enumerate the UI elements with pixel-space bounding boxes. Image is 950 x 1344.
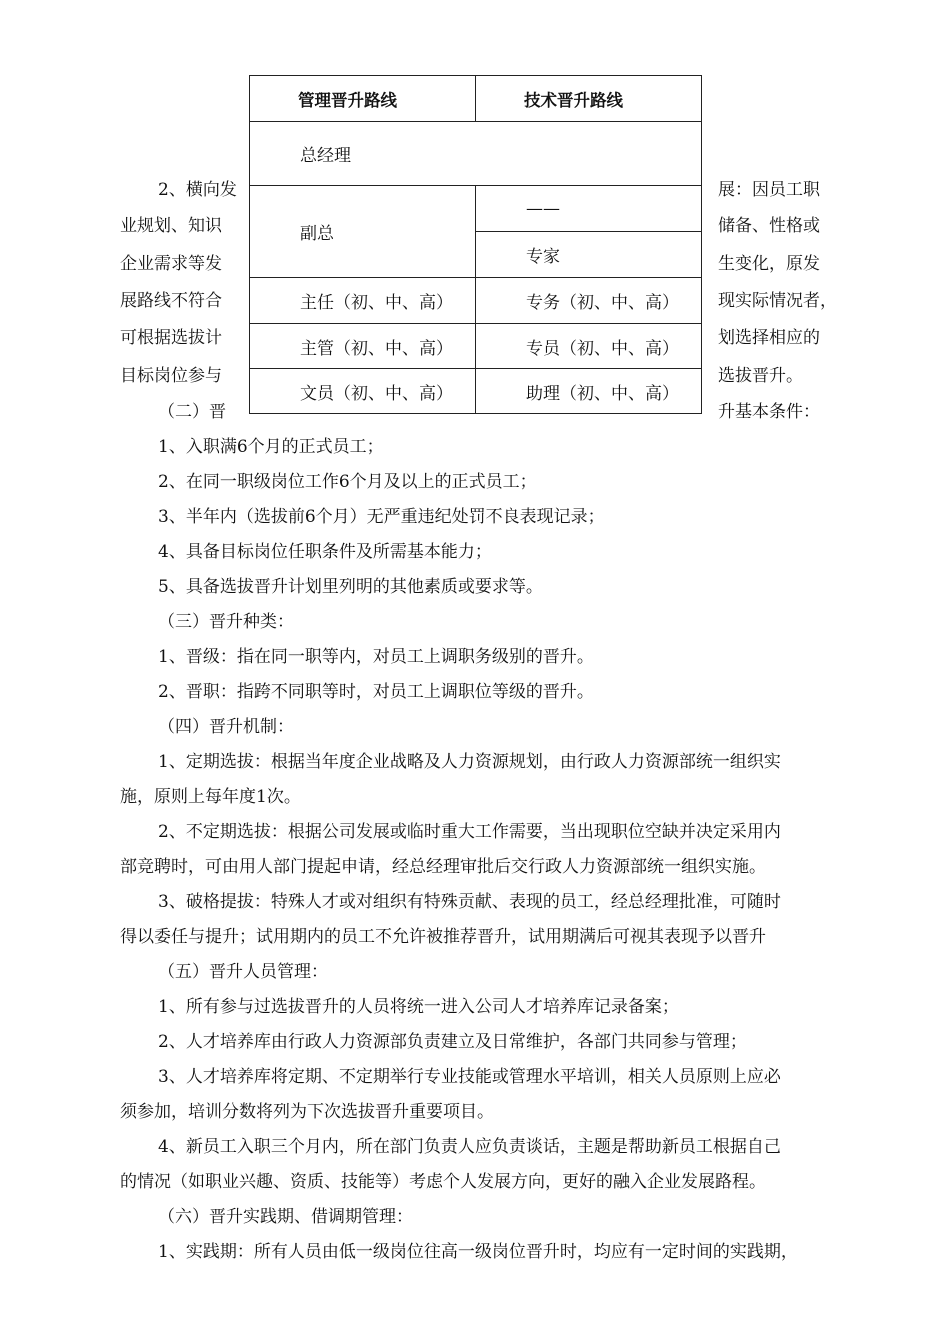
section2-item-4: 4、具备目标岗位任职条件及所需基本能力；	[158, 542, 492, 562]
section4-p2-line2: 部竞聘时，可由用人部门提起申请，经总经理审批后交行政人力资源部统一组织实施。	[120, 857, 766, 877]
cell-specialist-affairs: 专务（初、中、高）	[476, 278, 702, 324]
wrap-left-line-1: 2、横向发	[158, 180, 237, 200]
wrap-right-line-1: 展：因员工职	[718, 180, 820, 200]
cell-dash: ——	[476, 186, 702, 232]
section5-item-2: 2、人才培养库由行政人力资源部负责建立及日常维护，各部门共同参与管理；	[158, 1032, 747, 1052]
section4-p3-line1: 3、破格提拔：特殊人才或对组织有特殊贡献、表现的员工，经总经理批准，可随时	[158, 892, 781, 912]
wrap-left-line-3: 企业需求等发	[120, 254, 222, 274]
section5-heading: （五）晋升人员管理：	[158, 962, 328, 982]
section5-item-4-line1: 4、新员工入职三个月内，所在部门负责人应负责谈话，主题是帮助新员工根据自己	[158, 1137, 781, 1157]
section6-heading: （六）晋升实践期、借调期管理：	[158, 1207, 413, 1227]
section2-item-1: 1、入职满6个月的正式员工；	[158, 437, 384, 457]
wrap-left-line-6: 目标岗位参与	[120, 366, 222, 386]
wrap-right-line-4: 现实际情况者，	[718, 291, 837, 311]
cell-vice-president: 副总	[250, 186, 476, 278]
section6-item-1: 1、实践期：所有人员由低一级岗位往高一级岗位晋升时，均应有一定时间的实践期，	[158, 1242, 798, 1262]
section2-item-3: 3、半年内（选拔前6个月）无严重违纪处罚不良表现记录；	[158, 507, 605, 527]
cell-supervisor: 主管（初、中、高）	[250, 324, 476, 369]
section4-heading: （四）晋升机制：	[158, 717, 294, 737]
wrap-left-line-2: 业规划、知识	[120, 216, 222, 236]
header-technical-path: 技术晋升路线	[476, 76, 702, 122]
section4-p2-line1: 2、不定期选拔：根据公司发展或临时重大工作需要，当出现职位空缺并决定采用内	[158, 822, 781, 842]
cell-clerk: 文员（初、中、高）	[250, 369, 476, 414]
section4-p1-line2: 施，原则上每年度1次。	[120, 787, 301, 807]
wrap-right-line-3: 生变化，原发	[718, 254, 820, 274]
cell-director: 主任（初、中、高）	[250, 278, 476, 324]
header-management-path: 管理晋升路线	[250, 76, 476, 122]
section5-item-3-line1: 3、人才培养库将定期、不定期举行专业技能或管理水平培训，相关人员原则上应必	[158, 1067, 781, 1087]
section4-p1-line1: 1、定期选拔：根据当年度企业战略及人力资源规划，由行政人力资源部统一组织实	[158, 752, 781, 772]
cell-specialist: 专员（初、中、高）	[476, 324, 702, 369]
section2-item-5: 5、具备选拔晋升计划里列明的其他素质或要求等。	[158, 577, 543, 597]
wrap-right-line-5: 划选择相应的	[718, 328, 820, 348]
section3-item-1: 1、晋级：指在同一职等内，对员工上调职务级别的晋升。	[158, 647, 594, 667]
cell-expert: 专家	[476, 232, 702, 278]
section3-item-2: 2、晋职：指跨不同职等时，对员工上调职位等级的晋升。	[158, 682, 594, 702]
promotion-path-table	[249, 75, 702, 414]
cell-assistant: 助理（初、中、高）	[476, 369, 702, 414]
section2-item-2: 2、在同一职级岗位工作6个月及以上的正式员工；	[158, 472, 537, 492]
section2-heading-left: （二）晋	[158, 402, 226, 422]
section2-heading-right: 升基本条件：	[718, 402, 820, 422]
section3-heading: （三）晋升种类：	[158, 612, 294, 632]
section5-item-3-line2: 须参加，培训分数将列为下次选拔晋升重要项目。	[120, 1102, 494, 1122]
section4-p3-line2: 得以委任与提升；试用期内的员工不允许被推荐晋升，试用期满后可视其表现予以晋升	[120, 927, 766, 947]
wrap-right-line-6: 选拔晋升。	[718, 366, 803, 386]
wrap-right-line-2: 储备、性格或	[718, 216, 820, 236]
section5-item-4-line2: 的情况（如职业兴趣、资质、技能等）考虑个人发展方向，更好的融入企业发展路程。	[120, 1172, 766, 1192]
wrap-left-line-5: 可根据选拔计	[120, 328, 222, 348]
cell-general-manager: 总经理	[250, 122, 702, 186]
section5-item-1: 1、所有参与过选拔晋升的人员将统一进入公司人才培养库记录备案；	[158, 997, 679, 1017]
wrap-left-line-4: 展路线不符合	[120, 291, 222, 311]
